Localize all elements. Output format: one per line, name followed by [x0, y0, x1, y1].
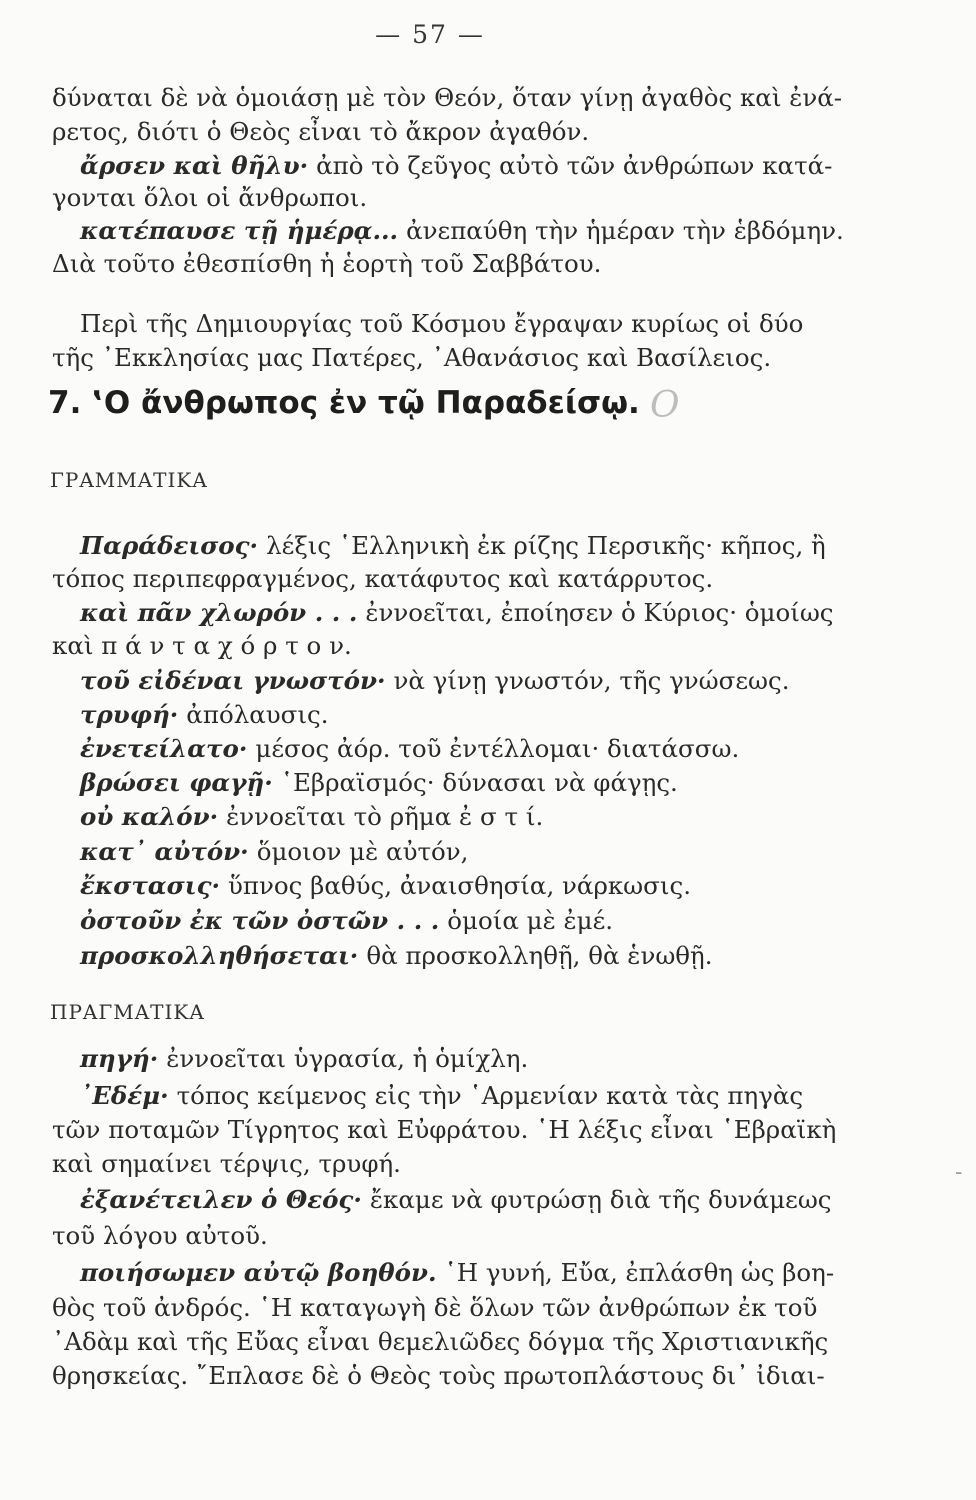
gloss-term: προσκολληθήσεται·	[80, 941, 359, 970]
gloss-text: λέξις ῾Ελληνικὴ ἐκ ρίζης Περσικῆς· κῆπος, ἢ	[266, 531, 826, 560]
gloss-term: κατ᾿ αὐτόν·	[80, 837, 249, 866]
text-line	[80, 1043, 856, 1075]
text-line	[80, 215, 856, 247]
gloss-term: ἄρσεν καὶ θῆλυ·	[80, 151, 309, 180]
text-line: δύναται δὲ νὰ ὁμοιάσῃ μὲ τὸν Θεόν, ὅταν γίνῃ ἀγαθὸς καὶ ἐνά-	[52, 83, 843, 112]
text-line	[80, 1257, 856, 1289]
gloss-text: μέσος ἀόρ. τοῦ ἐντέλλομαι· διατάσσω.	[255, 734, 740, 763]
gloss-text: νὰ γίνῃ γνωστόν, τῆς γνώσεως.	[393, 666, 790, 695]
gloss-text: τόπος κείμενος εἰς τὴν ῾Αρμενίαν κατὰ τὰς πηγὰς	[176, 1081, 804, 1110]
page-number: — 57 —	[375, 20, 485, 49]
gloss-text: ῾Εβραϊσμός· δύνασαι νὰ φάγῃς.	[280, 768, 678, 797]
gloss-text: ἀνεπαύθη τὴν ἡμέραν τὴν ἑβδόμην.	[406, 216, 844, 245]
chapter-heading: 7. ‛Ο ἄνθρωπος ἐν τῷ Παραδείσῳ.	[48, 385, 640, 421]
section-title-grammar: ΓΡΑΜΜΑΤΙΚΑ	[50, 468, 208, 492]
text-line: καὶ π ά ν τ α χ ό ρ τ ο ν.	[52, 631, 352, 660]
text-line	[80, 530, 856, 562]
text-line: καὶ σημαίνει τέρψις, τρυφή.	[52, 1149, 401, 1178]
text-line: τῶν ποταμῶν Τίγρητος καὶ Εὐφράτου. ῾Η λέξις εἶναι ῾Εβραϊκὴ	[52, 1115, 837, 1144]
gloss-term: κατέπαυσε τῇ ἡμέρᾳ...	[80, 216, 399, 245]
text-line	[80, 733, 856, 765]
gloss-text: ἐννοεῖται, ἐποίησεν ὁ Κύριος· ὁμοίως	[365, 598, 834, 627]
gloss-text: ἀπὸ τὸ ζεῦγος αὐτὸ τῶν ἀνθρώπων κατά-	[316, 151, 833, 180]
gloss-text: ἀπόλαυσις.	[186, 700, 329, 729]
gloss-term: οὐ καλόν·	[80, 802, 219, 831]
gloss-text: θὰ προσκολληθῇ, θὰ ἑνωθῇ.	[366, 941, 713, 970]
gloss-term: Παράδεισος·	[80, 531, 259, 560]
text-line	[80, 836, 856, 868]
gloss-text: ὁμοία μὲ ἐμέ.	[447, 906, 614, 935]
text-line	[80, 1184, 856, 1216]
gloss-text: ἐννοεῖται ὑγρασία, ἡ ὁμίχλη.	[166, 1044, 529, 1073]
text-line: Διὰ τοῦτο ἐθεσπίσθη ἡ ἑορτὴ τοῦ Σαββάτου.	[52, 249, 602, 278]
text-line	[80, 597, 856, 629]
text-line: θὸς τοῦ ἀνδρός. ῾Η καταγωγὴ δὲ ὅλων τῶν ἀνθρώπων ἐκ τοῦ	[52, 1293, 818, 1322]
text-line: θρησκείας. ῎Επλασε δὲ ὁ Θεὸς τοὺς πρωτοπλάστους δι᾿ ἰδιαι-	[52, 1361, 825, 1390]
text-line	[80, 150, 856, 182]
text-line	[80, 940, 856, 972]
gloss-term: ποιήσωμεν αὐτῷ βοηθόν.	[80, 1258, 437, 1287]
gloss-term: ἔκστασις·	[80, 871, 221, 900]
text-line	[80, 870, 856, 902]
gloss-term: βρώσει φαγῇ·	[80, 768, 273, 797]
text-line: τόπος περιπεφραγμένος, κατάφυτος καὶ κατάρρυτος.	[52, 564, 714, 593]
text-line: Περὶ τῆς Δημιουργίας τοῦ Κόσμου ἔγραψαν κυρίως οἱ δύο	[80, 309, 804, 338]
gloss-term: καὶ πᾶν χλωρόν . . .	[80, 598, 358, 627]
gloss-term: τοῦ εἰδέναι γνωστόν·	[80, 666, 386, 695]
gloss-text: ὕπνος βαθύς, ἀναισθησία, νάρκωσις.	[228, 871, 691, 900]
section-title-facts: ΠΡΑΓΜΑΤΙΚΑ	[50, 1000, 205, 1024]
text-line: γονται ὅλοι οἱ ἄνθρωποι.	[52, 183, 368, 212]
gloss-term: ἐνετείλατο·	[80, 734, 248, 763]
text-line: τῆς ᾿Εκκλησίας μας Πατέρες, ᾿Αθανάσιος καὶ Βασίλειος.	[52, 343, 772, 372]
text-line: ᾿Αδὰμ καὶ τῆς Εὔας εἶναι θεμελιῶδες δόγμα τῆς Χριστιανικῆς	[52, 1327, 829, 1356]
gloss-term: πηγή·	[80, 1044, 159, 1073]
gloss-term: τρυφή·	[80, 700, 179, 729]
text-line	[80, 665, 856, 697]
text-line	[80, 1080, 856, 1112]
gloss-text: ἔκαμε νὰ φυτρώσῃ διὰ τῆς δυνάμεως	[369, 1185, 832, 1214]
edge-mark: -	[955, 1160, 963, 1185]
margin-mark: O	[650, 385, 680, 426]
text-line	[80, 699, 856, 731]
text-line: ρετος, διότι ὁ Θεὸς εἶναι τὸ ἄκρον ἀγαθόν.	[52, 117, 590, 146]
text-line	[80, 767, 856, 799]
gloss-term: ὀστοῦν ἐκ τῶν ὀστῶν . . .	[80, 906, 440, 935]
gloss-text: ἐννοεῖται τὸ ρῆμα ἐ σ τ ί.	[226, 802, 544, 831]
gloss-text: ὅμοιον μὲ αὐτόν,	[256, 837, 469, 866]
text-line	[80, 905, 856, 937]
gloss-term: ᾿Εδέμ·	[80, 1081, 169, 1110]
text-line	[80, 801, 856, 833]
text-line: τοῦ λόγου αὐτοῦ.	[52, 1221, 268, 1250]
gloss-text: ῾Η γυνή, Εὔα, ἐπλάσθη ὡς βοη-	[444, 1258, 835, 1287]
gloss-term: ἐξανέτειλεν ὁ Θεός·	[80, 1185, 362, 1214]
